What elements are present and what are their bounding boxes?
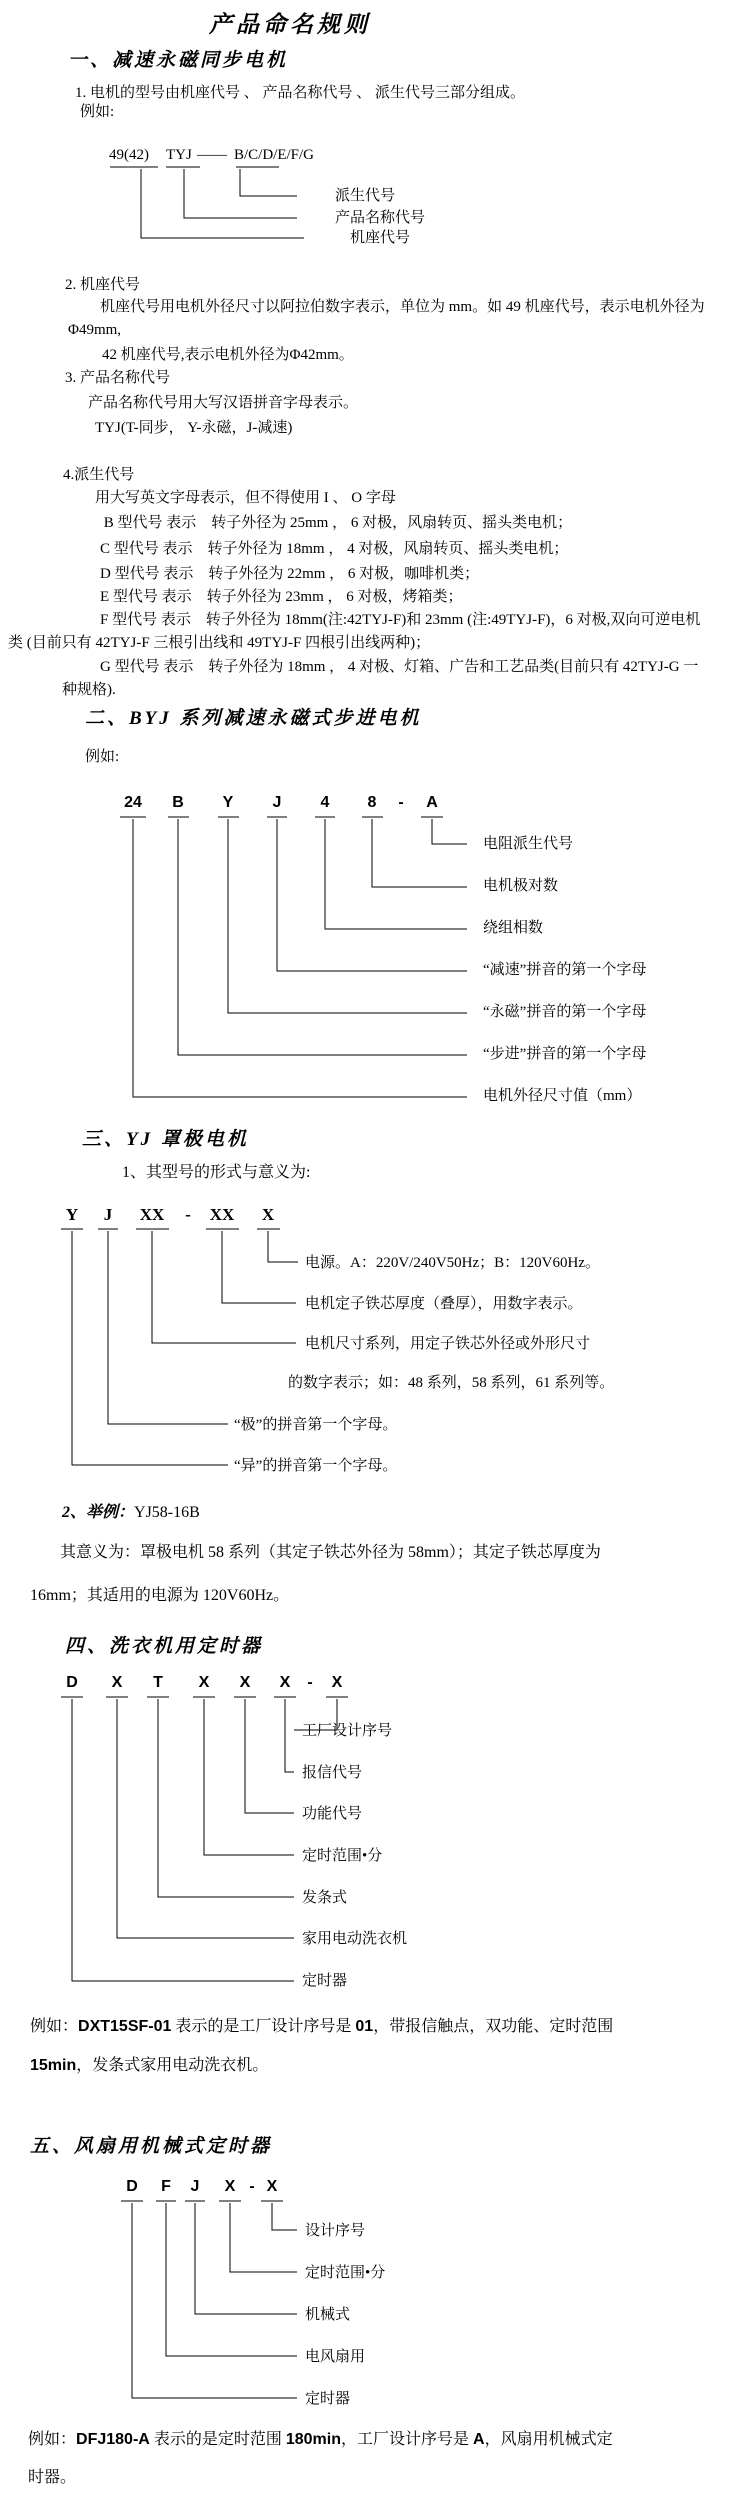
s3-sub2 <box>62 1499 200 1522</box>
d5-token-dash: - <box>249 2178 255 2195</box>
d4-label-function-code: 功能代号 <box>302 1806 363 1822</box>
section-5-heading: 五、风扇用机械式定时器 <box>30 2136 273 2157</box>
d2-token-y: Y <box>222 794 234 811</box>
s1-type-d: D 型代号 表示 转子外径为 22mm ， 6 对极，咖啡机类； <box>100 566 480 582</box>
s1-item2-line2: Φ49mm, <box>68 322 122 338</box>
d4-label-timing-range: 定时范围•分 <box>302 1848 383 1864</box>
s1-intro: 1. 电机的型号由机座代号 、 产品名称代号 、 派生代号三部分组成。 <box>75 85 526 101</box>
d2-token-j: J <box>272 794 282 811</box>
d4-token-x5: X <box>331 1674 343 1691</box>
d1-code-dash: —— <box>197 147 227 163</box>
d5-token-j: J <box>190 2178 200 2195</box>
s5-ex1-p6: ，风扇用机械式定 <box>484 2431 613 2448</box>
s3-meaning-line2: 16mm；其适用的电源为 120V60Hz。 <box>30 1587 290 1604</box>
s1-type-c: C 型代号 表示 转子外径为 18mm ， 4 对极，风扇转页、摇头类电机； <box>100 541 569 557</box>
s1-item3-line1: 产品名称代号用大写汉语拼音字母表示。 <box>88 395 359 411</box>
s3-sub1: 1、其型号的形式与意义为: <box>122 1164 311 1181</box>
d4-token-dash: - <box>307 1674 313 1691</box>
d2-label-bujin-initial: “步进”拼音的第一个字母 <box>483 1046 647 1062</box>
s5-ex1-code: DFJ180-A <box>76 2431 150 2448</box>
s5-ex1-minutes: 180min <box>285 2431 341 2448</box>
s4-ex2-p1: ，发条式家用电动洗衣机。 <box>76 2057 269 2074</box>
d3-label-ji-initial: “极”的拼音第一个字母。 <box>234 1417 398 1433</box>
d4-token-x4: X <box>279 1674 291 1691</box>
d4-token-x3: X <box>239 1674 251 1691</box>
d2-token-4: 4 <box>320 794 330 811</box>
s1-type-b: B 型代号 表示 转子外径为 25mm ， 6 对极，风扇转页、摇头类电机； <box>100 515 573 531</box>
s4-ex1-p4: ，带报信触点，双功能、定时范围 <box>373 2018 614 2035</box>
d2-label-jiansu-initial: “减速”拼音的第一个字母 <box>483 962 647 978</box>
d5-token-d: D <box>126 2178 138 2195</box>
d3-label-power: 电源。A：220V/240V50Hz；B：120V60Hz。 <box>305 1255 600 1271</box>
s1-item3-line2: TYJ(T-同步， Y-永磁，J-减速) <box>95 420 293 436</box>
d2-token-8: 8 <box>367 794 377 811</box>
section-2-heading: 二、BYJ 系列减速永磁式步进电机 <box>85 708 422 729</box>
d4-connectors <box>72 1699 337 1981</box>
s1-item2-line1: 机座代号用电机外径尺寸以阿拉伯数字表示，单位为 mm。如 49 机座代号，表示电机外径为 <box>100 299 705 315</box>
d3-token-xx2: XX <box>209 1205 235 1224</box>
d5-label-timer: 定时器 <box>305 2391 351 2407</box>
s1-type-f: F 型代号 表示 转子外径为 18mm(注:42TYJ-F)和 23mm (注:49TYJ-F)，6 对极,双向可逆电机 <box>100 612 701 628</box>
d3-token-j: J <box>103 1205 113 1224</box>
s5-example-line1 <box>28 2430 613 2450</box>
s3-sub2-code: YJ58-16B <box>134 1504 200 1521</box>
s4-ex1-p2: 表示的是工厂设计序号是 <box>171 2018 356 2035</box>
s1-item4-title: 4.派生代号 <box>63 467 135 483</box>
d5-connectors <box>132 2203 297 2398</box>
s1-type-g: G 型代号 表示 转子外径为 18mm ， 4 对极、灯箱、广告和工艺品类(目前只有 42TYJ-G 一 <box>100 659 699 675</box>
s1-type-g-cont: 种规格). <box>62 682 116 698</box>
s4-ex1-code: DXT15SF-01 <box>78 2018 172 2035</box>
s5-ex1-serial: A <box>473 2431 485 2448</box>
d3-token-xx1: XX <box>139 1205 165 1224</box>
s3-meaning-line1: 其意义为：罩极电机 58 系列（其定子铁芯外径为 58mm）；其定子铁芯厚度为 <box>60 1544 601 1561</box>
s1-example-caption: 例如: <box>80 104 115 120</box>
d4-token-x2: X <box>198 1674 210 1691</box>
d3-label-yi-initial: “异”的拼音第一个字母。 <box>234 1458 398 1474</box>
d3-token-dash: - <box>185 1205 191 1224</box>
doc-title: 产品命名规则 <box>209 12 371 37</box>
d2-connectors <box>133 819 467 1097</box>
d4-label-spring-type: 发条式 <box>302 1890 348 1906</box>
d2-token-a: A <box>426 794 438 811</box>
d4-token-t: T <box>153 1674 163 1691</box>
d1-code-frame: 49(42) <box>109 147 149 163</box>
d5-token-x1: X <box>224 2178 236 2195</box>
s4-ex1-serial: 01 <box>355 2018 374 2035</box>
s1-item4-line1: 用大写英文字母表示，但不得使用 I 、 O 字母 <box>95 490 396 506</box>
s5-ex1-p4: ，工厂设计序号是 <box>340 2431 473 2448</box>
d4-label-timer: 定时器 <box>302 1973 348 1989</box>
section-3-heading: 三、YJ 罩极电机 <box>82 1129 249 1150</box>
d5-token-x2: X <box>266 2178 278 2195</box>
d5-label-mechanical: 机械式 <box>305 2307 351 2323</box>
d3-token-y: Y <box>65 1205 79 1224</box>
d1-code-name: TYJ <box>166 147 192 163</box>
d1-label-derive-code: 派生代号 <box>335 188 396 204</box>
s5-ex1-p2: 表示的是定时范围 <box>149 2431 286 2448</box>
s1-item3-title: 3. 产品名称代号 <box>65 370 171 386</box>
d5-label-design-serial: 设计序号 <box>305 2223 366 2239</box>
d3-label-size-series-cont: 的数字表示；如：48 系列，58 系列，61 系列等。 <box>288 1375 615 1391</box>
d4-token-d: D <box>66 1674 78 1691</box>
d3-label-core-thickness: 电机定子铁芯厚度（叠厚），用数字表示。 <box>305 1296 583 1312</box>
s4-example-line2 <box>30 2056 268 2076</box>
d5-token-f: F <box>161 2178 171 2195</box>
d5-label-timing-range: 定时范围•分 <box>305 2265 386 2281</box>
d2-label-winding-phases: 绕组相数 <box>483 920 544 936</box>
d3-label-size-series: 电机尺寸系列，用定子铁芯外径或外形尺寸 <box>305 1336 591 1352</box>
s4-example-line1 <box>30 2017 613 2037</box>
d1-code-derive: B/C/D/E/F/G <box>234 147 315 163</box>
s3-sub2-prefix: 2、举例： <box>62 1504 135 1521</box>
d1-connectors <box>141 169 304 238</box>
s2-example-caption: 例如: <box>85 749 120 765</box>
s1-type-e: E 型代号 表示 转子外径为 23mm ， 6 对极，烤箱类； <box>100 589 463 605</box>
section-4-heading: 四、洗衣机用定时器 <box>65 1636 264 1657</box>
d2-label-resistance-derive: 电阻派生代号 <box>483 836 574 852</box>
d3-token-x: X <box>261 1205 275 1224</box>
d4-token-x1: X <box>111 1674 123 1691</box>
s1-item2-line3: 42 机座代号,表示电机外径为Φ42mm。 <box>102 347 354 363</box>
d2-label-outer-diameter: 电机外径尺寸值（mm） <box>483 1088 642 1104</box>
s4-ex1-p0: 例如： <box>30 2018 79 2035</box>
d2-label-pole-pairs: 电机极对数 <box>483 878 559 894</box>
s5-ex1-p0: 例如： <box>28 2431 77 2448</box>
d4-label-signal-code: 报信代号 <box>302 1765 363 1781</box>
d2-token-dash: - <box>398 794 404 811</box>
s1-item2-title: 2. 机座代号 <box>65 277 141 293</box>
s5-example-line2 <box>28 2468 76 2488</box>
section-1-heading: 一、减速永磁同步电机 <box>68 50 289 71</box>
d2-token-24: 24 <box>124 794 142 811</box>
d5-label-electric-fan: 电风扇用 <box>305 2349 366 2365</box>
d1-label-frame-code: 机座代号 <box>350 230 411 246</box>
s1-type-f-cont: 类 (目前只有 42TYJ-F 三根引出线和 49TYJ-F 四根引出线两种)； <box>8 635 431 651</box>
d2-label-yongci-initial: “永磁”拼音的第一个字母 <box>483 1004 647 1020</box>
d4-label-factory-serial: 工厂设计序号 <box>302 1723 393 1739</box>
d4-label-washing-machine: 家用电动洗衣机 <box>302 1931 408 1947</box>
s5-ex2-p0: 时器。 <box>28 2469 77 2486</box>
d2-token-b: B <box>172 794 184 811</box>
s4-ex2-minutes: 15min <box>30 2057 77 2074</box>
d1-label-product-name-code: 产品名称代号 <box>335 210 426 226</box>
